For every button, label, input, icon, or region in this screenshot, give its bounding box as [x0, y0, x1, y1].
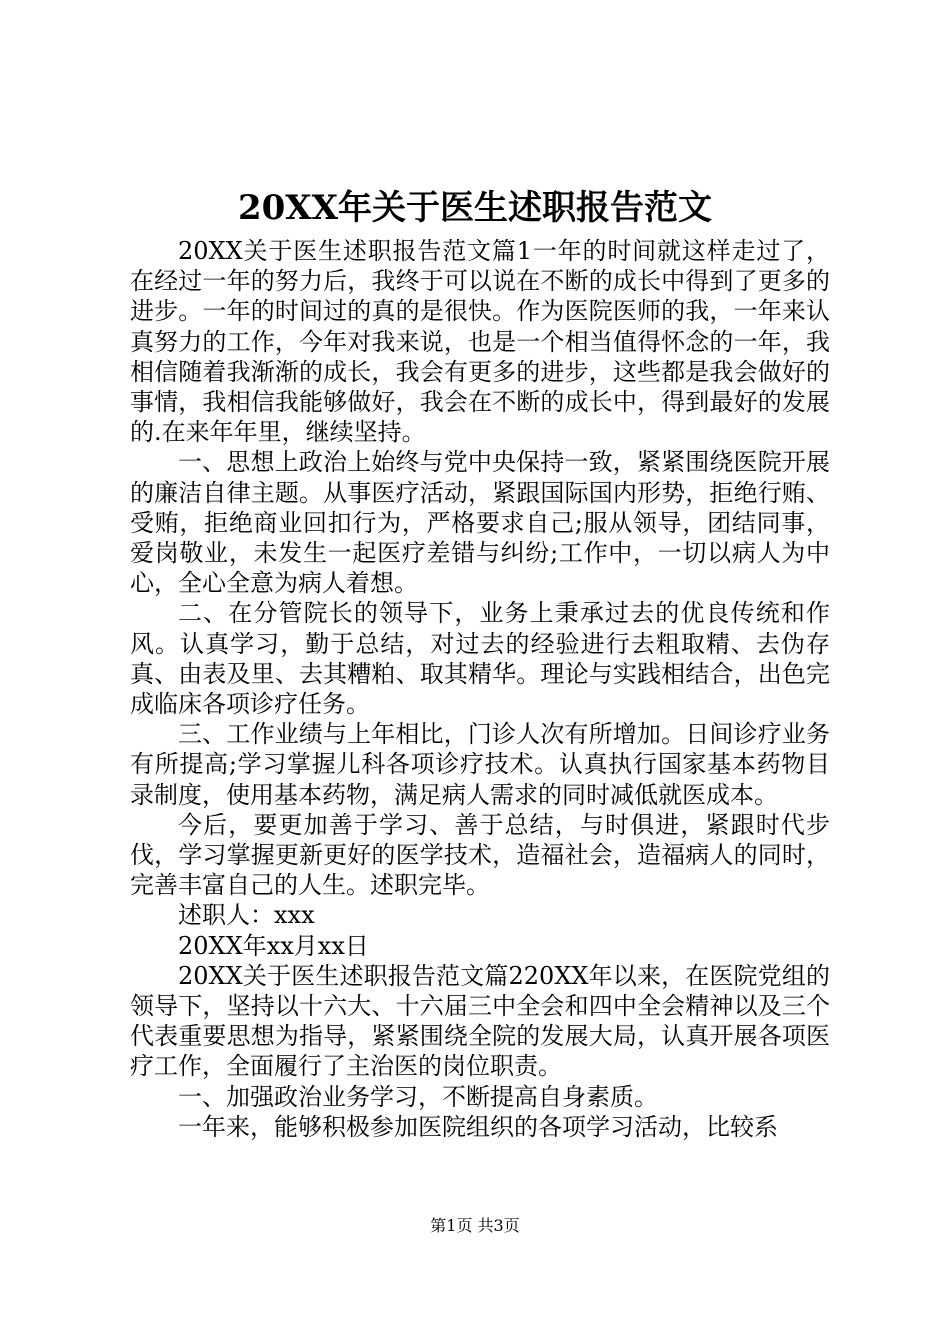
page-footer: 第1页 共3页: [430, 1216, 520, 1235]
paragraph: 20XX关于医生述职报告范文篇220XX年以来，在医院党组的领导下，坚持以十六大、十六届三中全会和四中全会精神以及三个代表重要思想为指导，紧紧围绕全院的发展大局，认真开展各项医疗工作，全面履行了主治医的岗位职责。: [130, 961, 830, 1081]
signature-line: 述职人：xxx: [178, 901, 315, 930]
paragraph: 20XX关于医生述职报告范文篇1一年的时间就这样走过了，在经过一年的努力后，我终于可以说在不断的成长中得到了更多的进步。一年的时间过的真的是很快。作为医院医师的我，一年来认真努力的工作，今年对我来说，也是一个相当值得怀念的一年，我相信随着我渐渐的成长，我会有更多的进步，这些都是我会做好的事情，我相信我能够做好，我会在不断的成长中，得到最好的发展的.在来年年里，继续坚持。: [130, 237, 830, 447]
paragraph: 二、在分管院长的领导下，业务上秉承过去的优良传统和作风。认真学习，勤于总结，对过去的经验进行去粗取精、去伪存真、由表及里、去其糟粕、取其精华。理论与实践相结合，出色完成临床各项诊疗任务。: [130, 599, 830, 719]
document-body: [130, 236, 830, 1142]
date-line: 20XX年xx月xx日: [178, 931, 369, 960]
paragraph: 今后，要更加善于学习、善于总结，与时俱进，紧跟时代步伐，学习掌握更新更好的医学技术，造福社会，造福病人的同时，完善丰富自己的人生。述职完毕。: [130, 810, 830, 900]
paragraph: 三、工作业绩与上年相比，门诊人次有所增加。日间诊疗业务有所提高;学习掌握儿科各项诊疗技术。认真执行国家基本药物目录制度，使用基本药物，满足病人需求的同时减低就医成本。: [130, 720, 830, 809]
paragraph: 一年来，能够积极参加医院组织的各项学习活动，比较系: [178, 1112, 778, 1141]
document-title: 20XX年关于医生述职报告范文: [237, 188, 713, 228]
paragraph: 一、思想上政治上始终与党中央保持一致，紧紧围绕医院开展的廉洁自律主题。从事医疗活动，紧跟国际国内形势，拒绝行贿、受贿，拒绝商业回扣行为，严格要求自己;服从领导，团结同事，爱岗敬业，未发生一起医疗差错与纠纷;工作中，一切以病人为中心，全心全意为病人着想。: [130, 448, 830, 598]
paragraph: 一、加强政治业务学习，不断提高自身素质。: [178, 1082, 658, 1111]
